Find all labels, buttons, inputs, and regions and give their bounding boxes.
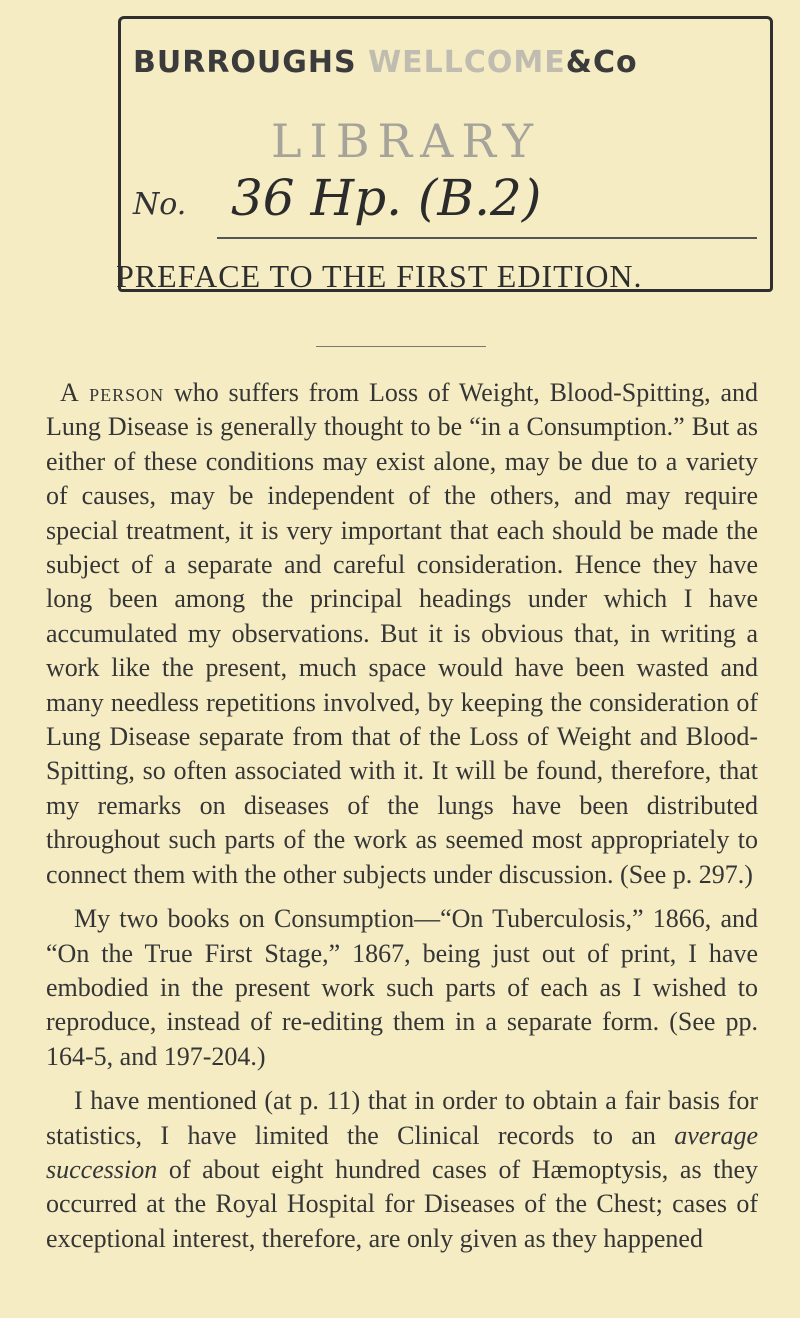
page-title: PREFACE TO THE FIRST EDITION. bbox=[116, 258, 643, 294]
stamp-shelf-number: 36 Hp. (B.2) bbox=[231, 169, 542, 227]
stamp-header: BURROUGHS WELLCOME&Co bbox=[133, 45, 638, 80]
stamp-no-label: No. bbox=[133, 187, 187, 222]
paragraph-2: My two books on Consumption—“On Tuberculosis,” 1866, and “On the True First Stage,” 1867, being just out of print, I have embodied in the present work such parts of each as I wished to reproduce, instead of re-editing them in a separate form. (See pp. 164-5, and 197-204.) bbox=[46, 904, 758, 1071]
stamp-underline bbox=[217, 237, 757, 239]
paragraph-3: I have mentioned (at p. 11) that in order to obtain a fair basis for statistics, I have limited the Clinical records to an average succession of about eight hundred cases of Hæmoptysis, as they occurred at the Royal Hospital for Diseases of the Chest; cases of exceptional interest, therefore, are only given as they happened bbox=[46, 1086, 758, 1253]
body-text bbox=[46, 376, 758, 1266]
divider bbox=[316, 346, 486, 347]
stamp-library-label: LIBRARY bbox=[271, 114, 541, 168]
paragraph-1: A person who suffers from Loss of Weight, Blood-Spitting, and Lung Disease is generally thought to be “in a Consumption.” But as either of these conditions may exist alone, may be due to a variety of causes, may be independent of the others, and may require special treatment, it is very important that each should be made the subject of a separate and careful consideration. Hence they have long been among the principal headings under which I have accumulated my observations. But it is obvious that, in writing a work like the present, much space would have been wasted and many needless repetitions involved, by keeping the consideration of Lung Disease separate from that of the Loss of Weight and Blood-Spitting, so often associated with it. It will be found, therefore, that my remarks on diseases of the lungs have been distributed throughout such parts of the work as seemed most appropriately to connect them with the other subjects under discussion. (See p. 297.) bbox=[46, 378, 759, 889]
library-stamp bbox=[118, 16, 773, 292]
